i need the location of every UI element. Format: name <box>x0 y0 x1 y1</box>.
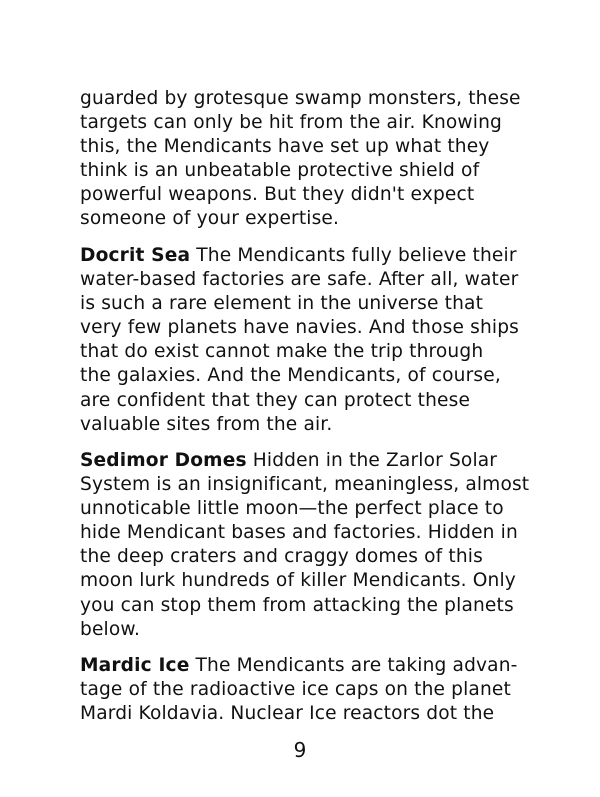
paragraph-line: you can stop them from attacking the planets <box>80 594 514 616</box>
paragraph-line: moon lurk hundreds of killer Mendicants. Only <box>80 570 516 592</box>
paragraph-line: the galaxies. And the Mendicants, of course, <box>80 365 501 387</box>
paragraph-line: powerful weapons. But they didn't expect <box>80 184 475 206</box>
mardic-ice-heading: Mardic Ice <box>80 655 190 676</box>
docrit-sea-paragraph <box>80 244 540 437</box>
paragraph-line: hide Mendicant bases and factories. Hidden in <box>80 522 518 544</box>
paragraph-line: the deep craters and craggy domes of this <box>80 546 483 568</box>
paragraph-line: guarded by grotesque swamp monsters, these <box>80 88 521 109</box>
paragraph-line: this, the Mendicants have set up what they <box>80 136 490 158</box>
paragraph-line: water-based factories are safe. After all, water <box>80 269 519 291</box>
mardic-ice-paragraph <box>80 654 540 726</box>
paragraph-line: tage of the radioactive ice caps on the planet <box>80 679 511 701</box>
paragraph-line: below. <box>80 618 141 640</box>
docrit-sea-heading: Docrit Sea <box>80 245 191 266</box>
paragraph-line: System is an insignificant, meaningless, almost <box>80 474 530 496</box>
paragraph-line: valuable sites from the air. <box>80 413 333 435</box>
sedimor-domes-paragraph <box>80 449 540 642</box>
paragraph-line: Hidden in the Zarlor Solar <box>246 450 498 471</box>
paragraph-line: targets can only be hit from the air. Knowing <box>80 112 502 134</box>
paragraph-line: that do exist cannot make the trip through <box>80 341 484 363</box>
paragraph-line: think is an unbeatable protective shield of <box>80 160 480 182</box>
paragraph-line: is such a rare element in the universe that <box>80 293 484 315</box>
paragraph-line: very few planets have navies. And those ships <box>80 317 519 339</box>
sedimor-domes-heading: Sedimor Domes <box>80 450 247 471</box>
paragraph-first-line <box>80 449 540 473</box>
paragraph-line: Mardi Koldavia. Nuclear Ice reactors dot the <box>80 703 495 725</box>
paragraph-line: are confident that they can protect these <box>80 389 471 411</box>
intro-paragraph <box>80 87 540 232</box>
paragraph-line: someone of your expertise. <box>80 208 340 230</box>
page-number: 9 <box>293 738 307 762</box>
paragraph-line: unnoticable little moon—the perfect place to <box>80 498 504 520</box>
paragraph-line: The Mendicants are taking advan- <box>189 655 518 676</box>
paragraph-line: The Mendicants fully believe their <box>190 245 517 266</box>
paragraph-first-line <box>80 244 540 268</box>
paragraph-first-line <box>80 654 540 678</box>
